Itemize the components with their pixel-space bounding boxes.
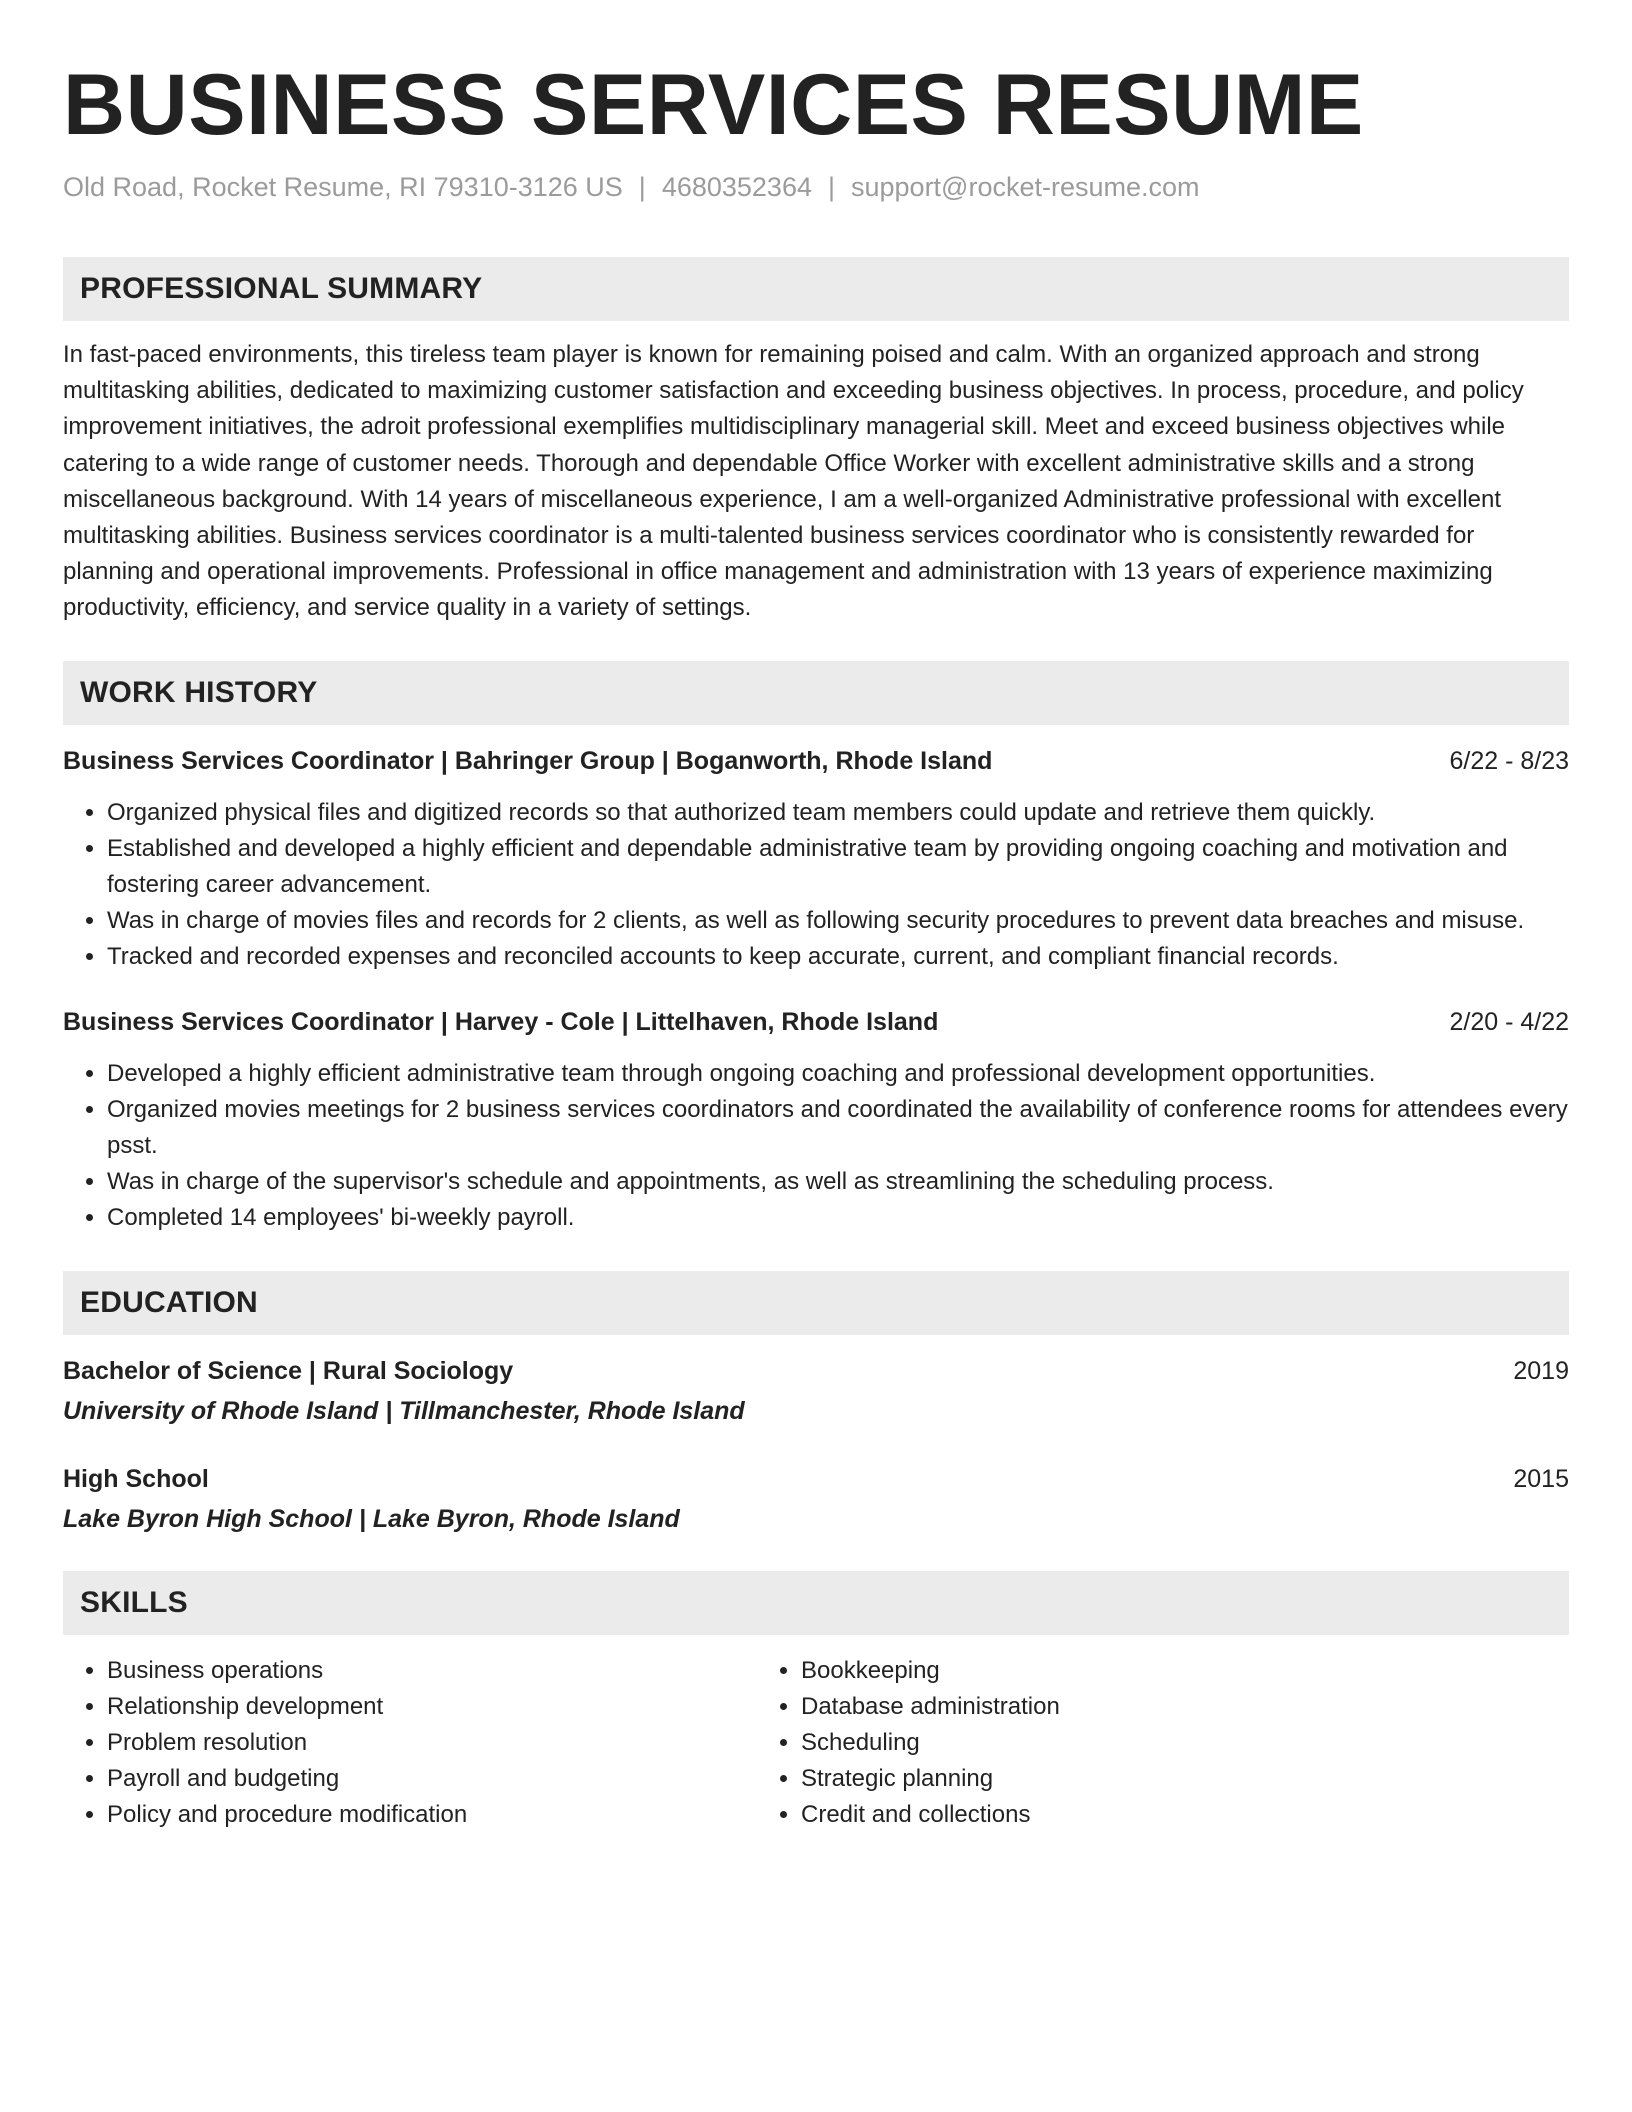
skill-item: • Relationship development <box>107 1689 757 1725</box>
job-bullet: • Developed a highly efficient administrative team through ongoing coaching and professional development opportunities. <box>107 1056 1569 1092</box>
summary-text: In fast-paced environments, this tireless team player is known for remaining poised and calm. With an organized approach and strong multitasking abilities, dedicated to maximizing customer satisfaction and exceeding business objectives. In process, procedure, and policy improvement initiatives, the adroit professional exemplifies multidisciplinary managerial skill. Meet and exceed business objectives while catering to a wide range of customer needs. Thorough and dependable Office Worker with excellent administrative skills and a strong miscellaneous background. With 14 years of miscellaneous experience, I am a well-organized Administrative professional with excellent multitasking abilities. Business services coordinator is a multi-talented business services coordinator who is consistently rewarded for planning and operational improvements. Professional in office management and administration with 13 years of experience maximizing productivity, efficiency, and service quality in a variety of settings. <box>63 341 1524 622</box>
education-header <box>63 1353 1569 1389</box>
job-bullet: • Was in charge of the supervisor's schedule and appointments, as well as streamlining the scheduling process. <box>107 1164 1569 1200</box>
contact-phone: 4680352364 <box>661 172 812 202</box>
section-heading-education: EDUCATION <box>63 1271 1569 1335</box>
contact-address: Old Road, Rocket Resume, RI 79310-3126 US <box>63 172 623 202</box>
resume-title: BUSINESS SERVICES RESUME <box>63 57 1364 153</box>
job-title: Business Services Coordinator | Harvey - Cole | Littelhaven, Rhode Island <box>63 1007 939 1036</box>
job-bullet: • Tracked and recorded expenses and reconciled accounts to keep accurate, current, and compliant financial records. <box>107 939 1569 975</box>
section-heading-work-history: WORK HISTORY <box>63 661 1569 725</box>
education-school: Lake Byron High School | Lake Byron, Rhode Island <box>63 1504 680 1533</box>
education-entry <box>63 1461 1569 1537</box>
job-bullet: • Organized movies meetings for 2 business services coordinators and coordinated the availability of conference rooms for attendees every psst. <box>107 1092 1569 1164</box>
contact-email: support@rocket-resume.com <box>851 172 1200 202</box>
education-degree: High School <box>63 1464 209 1493</box>
job-bullet: • Organized physical files and digitized records so that authorized team members could update and retrieve them quickly. <box>107 795 1569 831</box>
job-bullet: • Established and developed a highly efficient and dependable administrative team by providing ongoing coaching and motivation and fostering career advancement. <box>107 831 1569 903</box>
education-header <box>63 1461 1569 1497</box>
skill-item: • Policy and procedure modification <box>107 1797 757 1833</box>
job-bullet-list <box>63 795 1569 976</box>
section-heading-summary: PROFESSIONAL SUMMARY <box>63 257 1569 321</box>
skill-item: • Database administration <box>801 1689 1451 1725</box>
job-entry <box>63 743 1569 976</box>
job-header <box>63 743 1569 779</box>
contact-separator: | <box>638 172 646 202</box>
education-year: 2019 <box>1513 1356 1569 1385</box>
job-bullet-list <box>63 1056 1569 1237</box>
contact-line <box>63 169 1569 205</box>
job-title: Business Services Coordinator | Bahringer Group | Boganworth, Rhode Island <box>63 746 993 775</box>
section-heading-skills: SKILLS <box>63 1571 1569 1635</box>
skills-columns <box>63 1653 1569 1834</box>
skill-item: • Strategic planning <box>801 1761 1451 1797</box>
skill-item: • Business operations <box>107 1653 757 1689</box>
job-bullet: • Completed 14 employees' bi-weekly payroll. <box>107 1200 1569 1236</box>
skill-item: • Credit and collections <box>801 1797 1451 1833</box>
skill-item: • Payroll and budgeting <box>107 1761 757 1797</box>
job-header <box>63 1004 1569 1040</box>
skills-list-right <box>757 1653 1451 1834</box>
job-entry <box>63 1004 1569 1237</box>
skill-item: • Scheduling <box>801 1725 1451 1761</box>
job-dates: 2/20 - 4/22 <box>1449 1007 1569 1036</box>
job-dates: 6/22 - 8/23 <box>1449 746 1569 775</box>
education-school: University of Rhode Island | Tillmanchester, Rhode Island <box>63 1396 745 1425</box>
skill-item: • Problem resolution <box>107 1725 757 1761</box>
skills-list-left <box>63 1653 757 1834</box>
education-degree: Bachelor of Science | Rural Sociology <box>63 1356 514 1385</box>
skill-item: • Bookkeeping <box>801 1653 1451 1689</box>
education-year: 2015 <box>1513 1464 1569 1493</box>
education-entry <box>63 1353 1569 1429</box>
contact-separator: | <box>827 172 835 202</box>
job-bullet: • Was in charge of movies files and records for 2 clients, as well as following security procedures to prevent data breaches and misuse. <box>107 903 1569 939</box>
